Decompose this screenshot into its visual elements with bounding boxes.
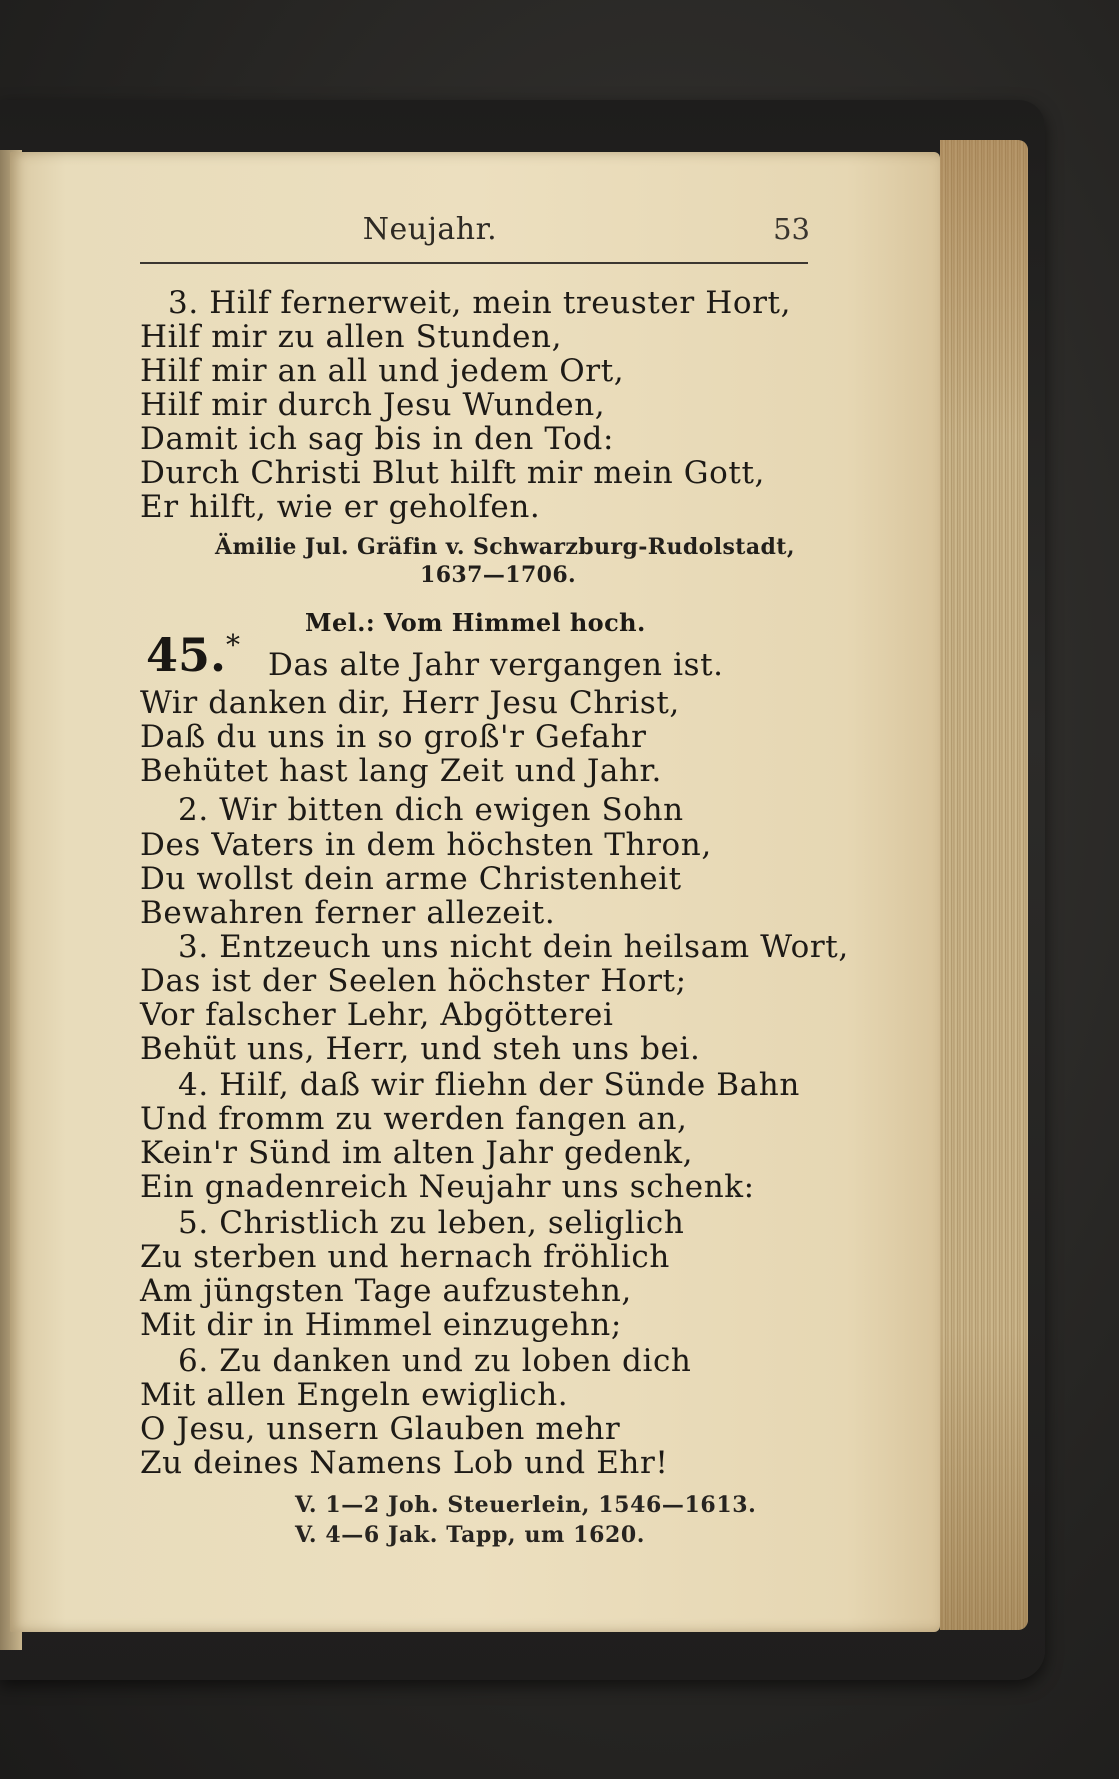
verse-line: Und fromm zu werden fangen an,: [140, 1101, 688, 1137]
verse-line: 3. Hilf fernerweit, mein treuster Hort,: [168, 285, 792, 321]
melody-line: Mel.: Vom Himmel hoch.: [305, 608, 646, 637]
verse-line: 5. Christlich zu leben, seliglich: [178, 1205, 685, 1241]
verse-line: Des Vaters in dem höchsten Thron,: [140, 827, 712, 863]
verse-line: Du wollst dein arme Christenheit: [140, 861, 682, 897]
credit-line: V. 1—2 Joh. Steuerlein, 1546—1613.: [295, 1492, 757, 1518]
verse-line: 6. Zu danken und zu loben dich: [178, 1343, 692, 1379]
verse-line: Am jüngsten Tage aufzustehn,: [140, 1273, 632, 1309]
verse-line: Bewahren ferner allezeit.: [140, 895, 556, 931]
verse-line: Hilf mir zu allen Stunden,: [140, 319, 563, 355]
verse-line: Mit allen Engeln ewiglich.: [140, 1377, 569, 1413]
verse-line: Ein gnadenreich Neujahr uns schenk:: [140, 1169, 755, 1205]
verse-line: Behütet hast lang Zeit und Jahr.: [140, 753, 662, 789]
running-title: Neujahr.: [362, 212, 498, 247]
credit-line: V. 4—6 Jak. Tapp, um 1620.: [295, 1522, 646, 1548]
page-number: 53: [773, 212, 810, 246]
verse-line: Zu deines Namens Lob und Ehr!: [140, 1445, 669, 1481]
verse-line: Zu sterben und hernach fröhlich: [140, 1239, 670, 1275]
verse-line: Damit ich sag bis in den Tod:: [140, 421, 615, 457]
verse-line: Das ist der Seelen höchster Hort;: [140, 963, 687, 999]
author-line: Ämilie Jul. Gräfin v. Schwarzburg-Rudolstadt,: [215, 534, 795, 560]
author-dates: 1637—1706.: [420, 562, 577, 588]
hymn-number-value: 45.: [146, 628, 227, 682]
verse-line: Kein'r Sünd im alten Jahr gedenk,: [140, 1135, 694, 1171]
verse-line: Durch Christi Blut hilft mir mein Gott,: [140, 455, 765, 491]
verse-line: Hilf mir durch Jesu Wunden,: [140, 387, 606, 423]
verse-line: 4. Hilf, daß wir fliehn der Sünde Bahn: [178, 1067, 800, 1103]
verse-line: Behüt uns, Herr, und steh uns bei.: [140, 1031, 701, 1067]
verse-line: Daß du uns in so groß'r Gefahr: [140, 719, 647, 755]
verse-line: Hilf mir an all und jedem Ort,: [140, 353, 625, 389]
verse-line: 3. Entzeuch uns nicht dein heilsam Wort,: [178, 929, 849, 965]
page-edges: [940, 140, 1028, 1630]
verse-line: O Jesu, unsern Glauben mehr: [140, 1411, 621, 1447]
verse-line: Wir danken dir, Herr Jesu Christ,: [140, 685, 680, 721]
verse-line: Vor falscher Lehr, Abgötterei: [140, 997, 614, 1033]
hymn-marker: *: [226, 628, 241, 662]
verse-line: 2. Wir bitten dich ewigen Sohn: [178, 792, 684, 828]
hymn-first-line: Das alte Jahr vergangen ist.: [268, 647, 724, 683]
hymn-number: [146, 628, 240, 682]
verse-line: Er hilft, wie er geholfen.: [140, 489, 541, 525]
verse-line: Mit dir in Himmel einzugehn;: [140, 1307, 622, 1343]
